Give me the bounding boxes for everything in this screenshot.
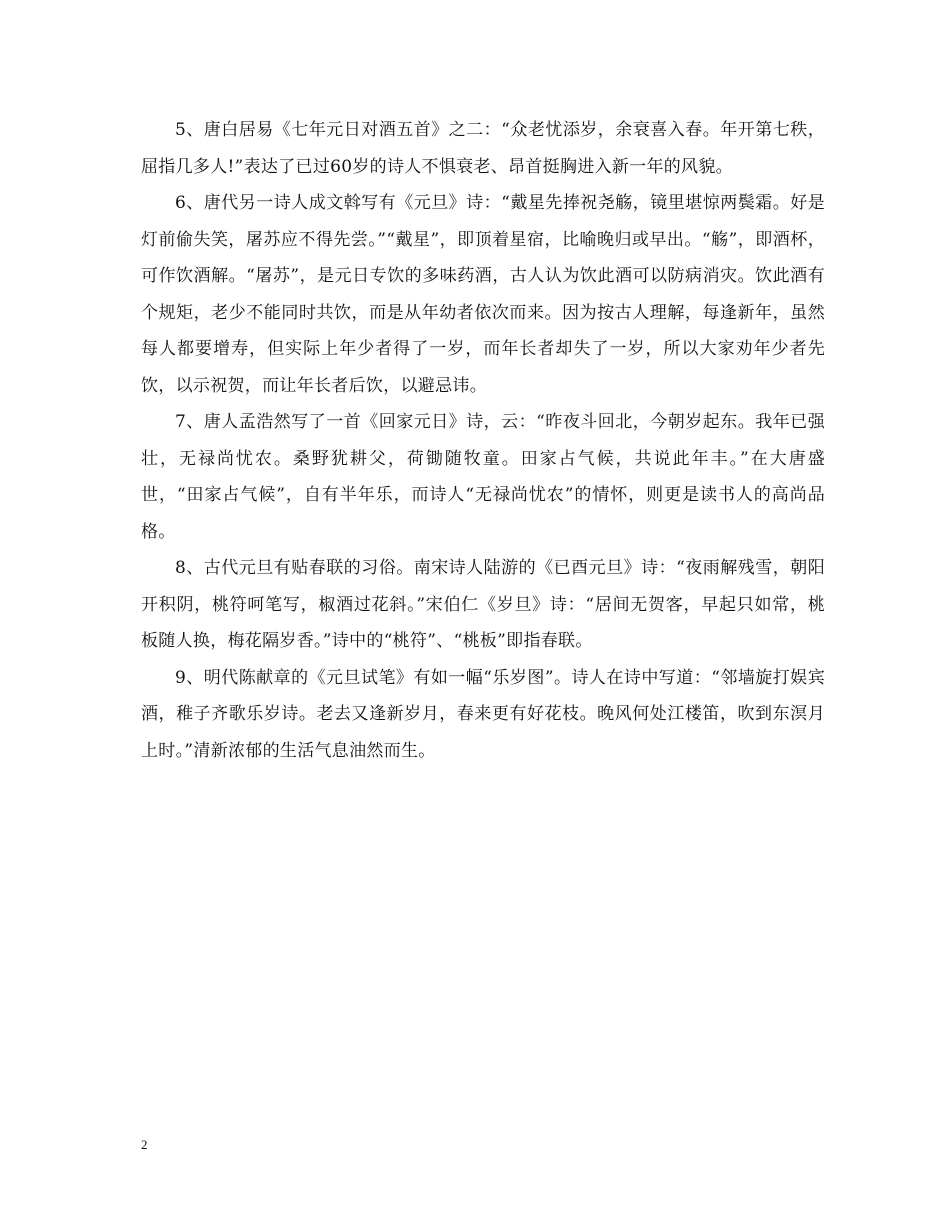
paragraph-6: 6、唐代另一诗人成文斡写有《元旦》诗：“戴星先捧祝尧觞，镜里堪惊两鬓霜。好是灯前偷失笑，屠苏应不得先尝。”“戴星”，即顶着星宿，比喻晚归或早出。“觞”，即酒杯，可作饮酒解。“屠苏”，是元日专饮的多味药酒，古人认为饮此酒可以防病消灾。饮此酒有个规矩，老少不能同时共饮，而是从年幼者依次而来。因为按古人理解，每逢新年，虽然每人都要增寿，但实际上年少者得了一岁，而年长者却失了一岁，所以大家劝年少者先饮，以示祝贺，而让年长者后饮，以避忌讳。: [141, 193, 825, 396]
document-body: [141, 112, 825, 769]
paragraph-5: 5、唐白居易《七年元日对酒五首》之二：“众老忧添岁，余衰喜入春。年开第七秩，屈指几多人!”表达了已过60岁的诗人不惧衰老、昂首挺胸进入新一年的风貌。: [141, 120, 825, 177]
paragraph-7: 7、唐人孟浩然写了一首《回家元日》诗，云：“昨夜斗回北，今朝岁起东。我年已强壮，无禄尚忧农。桑野犹耕父，荷锄随牧童。田家占气候，共说此年丰。”在大唐盛世，“田家占气候”，自有半年乐，而诗人“无禄尚忧农”的情怀，则更是读书人的高尚品格。: [141, 412, 825, 542]
page-number: 2: [141, 1137, 148, 1152]
paragraph-8: 8、古代元旦有贴春联的习俗。南宋诗人陆游的《已酉元旦》诗：“夜雨解残雪，朝阳开积阴，桃符呵笔写，椒酒过花斜。”宋伯仁《岁旦》诗：“居间无贺客，早起只如常，桃板随人换，梅花隔岁香。”诗中的“桃符”、“桃板”即指春联。: [141, 558, 825, 651]
paragraph-9: 9、明代陈献章的《元旦试笔》有如一幅“乐岁图”。诗人在诗中写道：“邻墙旋打娱宾酒，稚子齐歌乐岁诗。老去又逢新岁月，春来更有好花枝。晚风何处江楼笛，吹到东溟月上时。”清新浓郁的生活气息油然而生。: [141, 667, 825, 761]
